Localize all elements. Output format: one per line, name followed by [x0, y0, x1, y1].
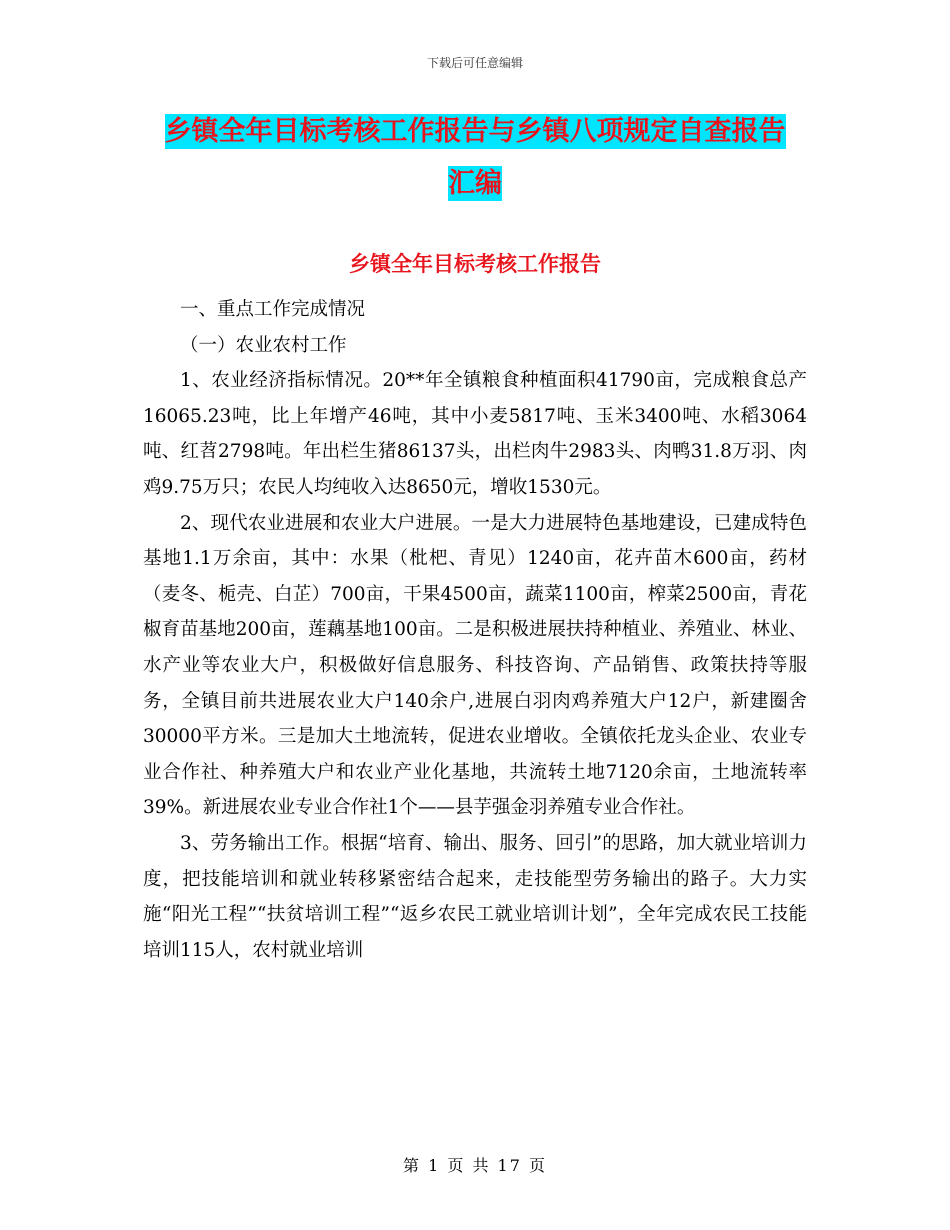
paragraph-economic-indicators: 1、农业经济指标情况。20**年全镇粮食种植面积41790亩，完成粮食总产16065.23吨，比上年增产46吨，其中小麦5817吨、玉米3400吨、水稻3064吨、红苕2798吨。年出栏生猪86137头，出栏肉牛2983头、肉鸭31.8万羽、肉鸡9.75万只；农民人均纯收入达8650元，增收1530元。 — [143, 370, 807, 498]
section-title: 乡镇全年目标考核工作报告 — [349, 252, 601, 276]
main-title-line-2: 汇编 — [448, 168, 502, 199]
document-body — [143, 292, 807, 968]
paragraph-modern-agriculture: 2、现代农业进展和农业大户进展。一是大力进展特色基地建设，已建成特色基地1.1万余亩，其中：水果（枇杷、青见）1240亩，花卉苗木600亩，药材（麦冬、栀壳、白芷）700亩，干果4500亩，蔬菜1100亩，榨菜2500亩，青花椒育苗基地200亩，莲藕基地100亩。二是积极进展扶持种植业、养殖业、林业、水产业等农业大户，积极做好信息服务、科技咨询、产品销售、政策扶持等服务，全镇目前共进展农业大户140余户,进展白羽肉鸡养殖大户12户，新建圈舍30000平方米。三是加大土地流转，促进农业增收。全镇依托龙头企业、农业专业合作社、种养殖大户和农业产业化基地，共流转土地7120余亩，土地流转率39%。新进展农业专业合作社1个——县芋强金羽养殖专业合作社。 — [143, 512, 807, 819]
main-title-line-1: 乡镇全年目标考核工作报告与乡镇八项规定自查报告 — [164, 116, 786, 147]
page-header-note: 下载后可任意编辑 — [426, 56, 523, 70]
paragraph-labor-export: 3、劳务输出工作。根据“培育、输出、服务、回引”的思路，加大就业培训力度，把技能培训和就业转移紧密结合起来，走技能型劳务输出的路子。大力实施“阳光工程”“扶贫培训工程”“返乡农民工就业培训计划”，全年完成农民工技能培训115人，农村就业培训 — [143, 832, 807, 961]
document-main-title — [140, 106, 810, 210]
page-number: 第 1 页 共 17 页 — [403, 1156, 547, 1175]
heading-key-work: 一、重点工作完成情况 — [180, 299, 366, 320]
subheading-agriculture: （一）农业农村工作 — [180, 334, 347, 356]
